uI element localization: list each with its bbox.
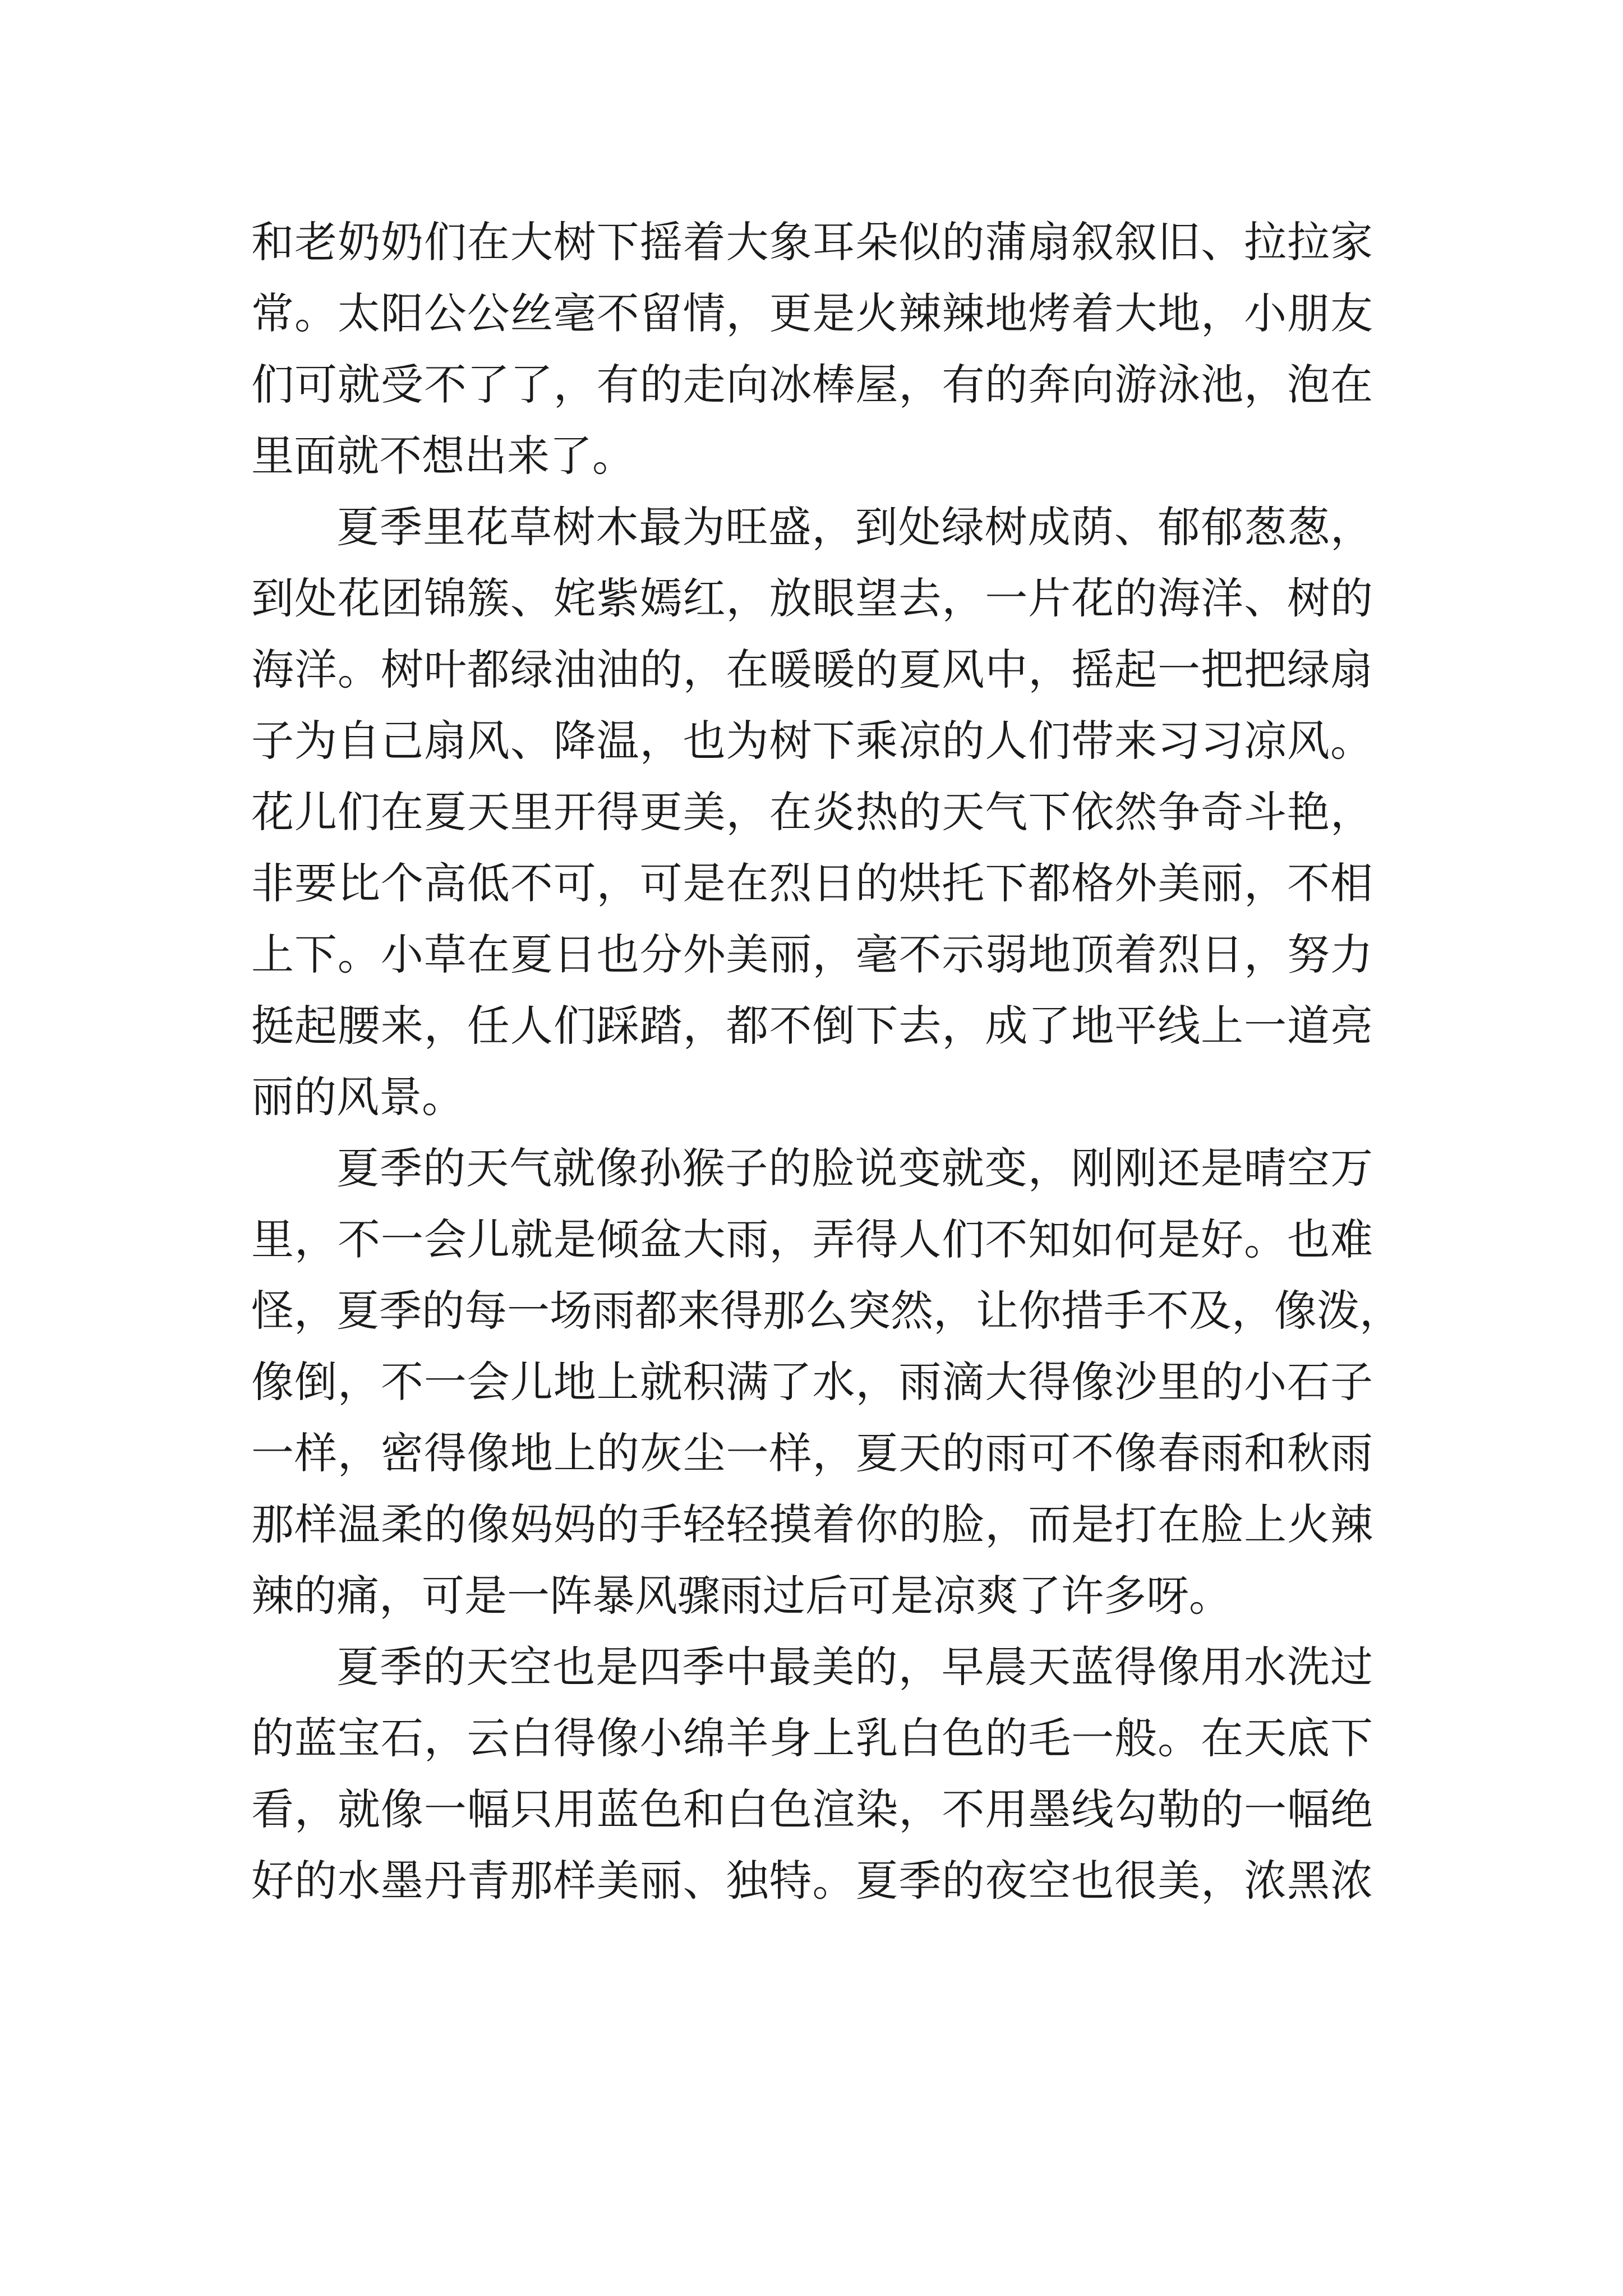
body-text xyxy=(251,206,1402,1916)
paragraph xyxy=(251,1133,1402,1631)
text-line: 常。太阳公公丝毫不留情，更是火辣辣地烤着大地，小朋友 xyxy=(251,288,1373,338)
text-line: 看，就像一幅只用蓝色和白色渲染，不用墨线勾勒的一幅绝 xyxy=(251,1784,1373,1834)
text-line: 辣的痛，可是一阵暴风骤雨过后可是凉爽了许多呀。 xyxy=(251,1571,1232,1621)
text-line: 子为自己扇风、降温，也为树下乘凉的人们带来习习凉风。 xyxy=(251,716,1373,766)
text-line: 那样温柔的像妈妈的手轻轻摸着你的脸，而是打在脸上火辣 xyxy=(251,1499,1373,1549)
text-line: 夏季里花草树木最为旺盛，到处绿树成荫、郁郁葱葱， xyxy=(336,502,1373,552)
text-line: 夏季的天空也是四季中最美的，早晨天蓝得像用水洗过 xyxy=(336,1642,1373,1692)
text-line: 非要比个高低不可，可是在烈日的烘托下都格外美丽，不相 xyxy=(251,858,1373,908)
text-line: 上下。小草在夏日也分外美丽，毫不示弱地顶着烈日，努力 xyxy=(251,930,1373,979)
paragraph xyxy=(251,491,1373,1133)
text-line: 挺起腰来，任人们踩踏，都不倒下去，成了地平线上一道亮 xyxy=(251,1001,1373,1051)
text-line: 花儿们在夏天里开得更美，在炎热的天气下依然争奇斗艳， xyxy=(251,787,1373,837)
text-line: 像倒，不一会儿地上就积满了水，雨滴大得像沙里的小石子 xyxy=(251,1357,1373,1407)
text-line: 们可就受不了了，有的走向冰棒屋，有的奔向游泳池，泡在 xyxy=(251,360,1373,409)
text-line: 夏季的天气就像孙猴子的脸说变就变，刚刚还是晴空万 xyxy=(336,1143,1373,1193)
text-line: 和老奶奶们在大树下摇着大象耳朵似的蒲扇叙叙旧、拉拉家 xyxy=(251,217,1373,267)
text-line: 好的水墨丹青那样美丽、独特。夏季的夜空也很美，浓黑浓 xyxy=(251,1856,1373,1906)
paragraph xyxy=(251,1631,1373,1916)
text-line: 的蓝宝石，云白得像小绵羊身上乳白色的毛一般。在天底下 xyxy=(251,1713,1373,1763)
paragraph xyxy=(251,206,1373,491)
text-line: 怪，夏季的每一场雨都来得那么突然，让你措手不及，像泼， xyxy=(251,1286,1402,1336)
text-line: 里，不一会儿就是倾盆大雨，弄得人们不知如何是好。也难 xyxy=(251,1214,1373,1264)
text-line: 一样，密得像地上的灰尘一样，夏天的雨可不像春雨和秋雨 xyxy=(251,1428,1373,1478)
text-line: 海洋。树叶都绿油油的，在暖暖的夏风中，摇起一把把绿扇 xyxy=(251,645,1373,694)
text-line: 到处花团锦簇、姹紫嫣红，放眼望去，一片花的海洋、树的 xyxy=(251,573,1373,623)
text-line: 丽的风景。 xyxy=(251,1072,464,1122)
text-line: 里面就不想出来了。 xyxy=(251,431,635,481)
